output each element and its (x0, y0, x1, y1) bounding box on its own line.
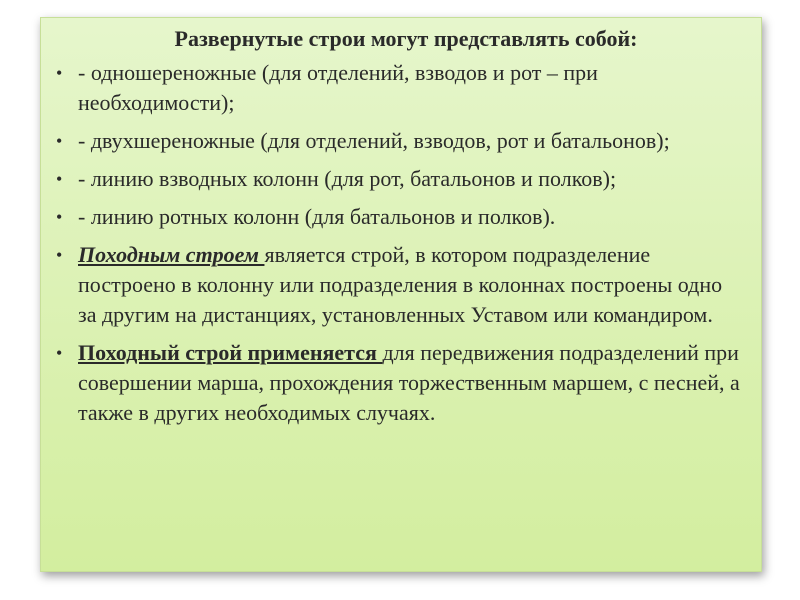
list-item-text: - одношереножные (для отделений, взводов и рот – при необходимости); (78, 60, 598, 115)
slide-content (56, 24, 746, 436)
term-marching-formation: Походным строем (78, 242, 265, 267)
list-item (56, 164, 746, 194)
bullet-icon: • (56, 343, 63, 363)
list-item-text: - линию ротных колонн (для батальонов и полков). (78, 204, 556, 229)
list-item-text: является строй, в котором подразделение построено в колонну или подразделения в колоннах построены одно за другим на дистанциях, установленных Уставом или командиром. (78, 242, 723, 327)
list-item (56, 58, 746, 118)
bullet-icon: • (56, 131, 63, 151)
list-item (56, 240, 746, 330)
list-item (56, 202, 746, 232)
list-item-text: - линию взводных колонн (для рот, батальонов и полков); (78, 166, 617, 191)
term-marching-formation-usage: Походный строй применяется (78, 340, 383, 365)
bullet-icon: • (56, 169, 63, 189)
slide-heading: Развернутые строи могут представлять собой: (174, 26, 638, 51)
bullet-icon: • (56, 63, 63, 83)
bullet-list (56, 58, 746, 428)
bullet-icon: • (56, 245, 63, 265)
list-item (56, 126, 746, 156)
bullet-icon: • (56, 207, 63, 227)
list-item (56, 338, 746, 428)
list-item-text: для передвижения подразделений при совершении марша, прохождения торжественным маршем, с песней, а также в других необходимых случаях. (78, 340, 740, 425)
list-item-text: - двухшереножные (для отделений, взводов, рот и батальонов); (78, 128, 670, 153)
